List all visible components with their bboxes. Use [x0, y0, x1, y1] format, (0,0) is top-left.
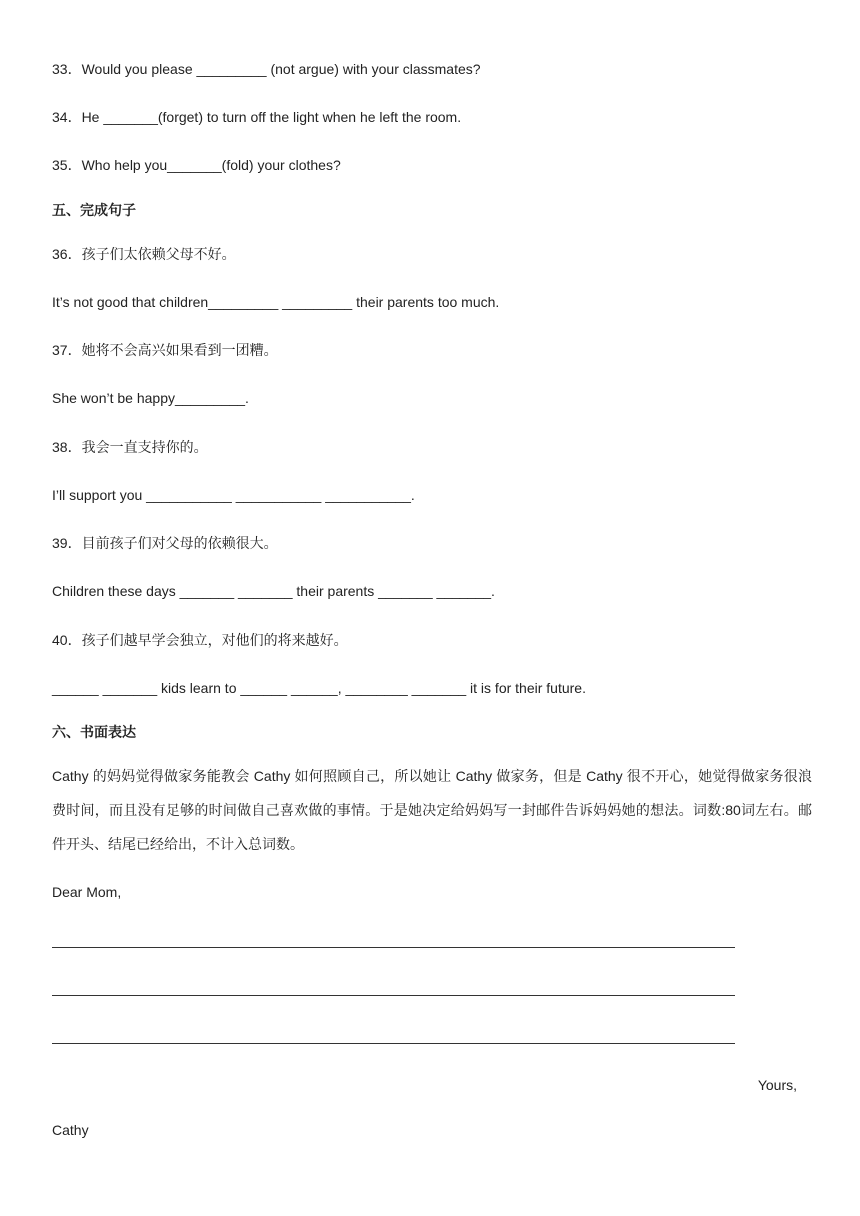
- question-36-cn: 36．孩子们太依赖父母不好。: [52, 246, 236, 262]
- question-35: 35．Who help you_______(fold) your clothes?: [52, 157, 341, 173]
- letter-signature: Cathy: [52, 1122, 89, 1138]
- question-37-en: She won’t be happy_________.: [52, 390, 249, 406]
- question-38-cn: 38．我会一直支持你的。: [52, 439, 208, 455]
- section-5-heading: 五、完成句子: [52, 202, 136, 218]
- question-37-cn: 37．她将不会高兴如果看到一团糟。: [52, 342, 278, 358]
- letter-greeting: Dear Mom,: [52, 884, 122, 900]
- question-36-en: It’s not good that children_________ _________ their parents too much.: [52, 294, 500, 310]
- question-39-en: Children these days _______ _______ their parents _______ _______.: [52, 583, 495, 599]
- letter-closing: Yours,: [757, 1077, 797, 1093]
- question-33: 33．Would you please _________ (not argue) with your classmates?: [52, 61, 481, 77]
- answer-line-3: [52, 1043, 735, 1044]
- question-40-en: ______ _______ kids learn to ______ ______, ________ _______ it is for their future.: [52, 680, 586, 696]
- question-38-en: I’ll support you ___________ ___________ ___________.: [52, 487, 415, 503]
- question-40-cn: 40．孩子们越早学会独立，对他们的将来越好。: [52, 632, 348, 648]
- answer-line-2: [52, 995, 735, 996]
- question-34: 34．He _______(forget) to turn off the light when he left the room.: [52, 109, 462, 125]
- question-39-cn: 39．目前孩子们对父母的依赖很大。: [52, 535, 278, 551]
- writing-prompt: Cathy 的妈妈觉得做家务能教会 Cathy 如何照顾自己，所以她让 Cathy 做家务，但是 Cathy 很不开心，她觉得做家务很浪费时间，而且没有足够的时间做自己喜欢做的事情。于是她决定给妈妈写一封邮件告诉妈妈她的想法。词数:80词左右。邮件开头、结尾已经给出，不计入总词数。: [52, 768, 812, 852]
- section-6-heading: 六、书面表达: [52, 724, 136, 740]
- answer-line-1: [52, 947, 735, 948]
